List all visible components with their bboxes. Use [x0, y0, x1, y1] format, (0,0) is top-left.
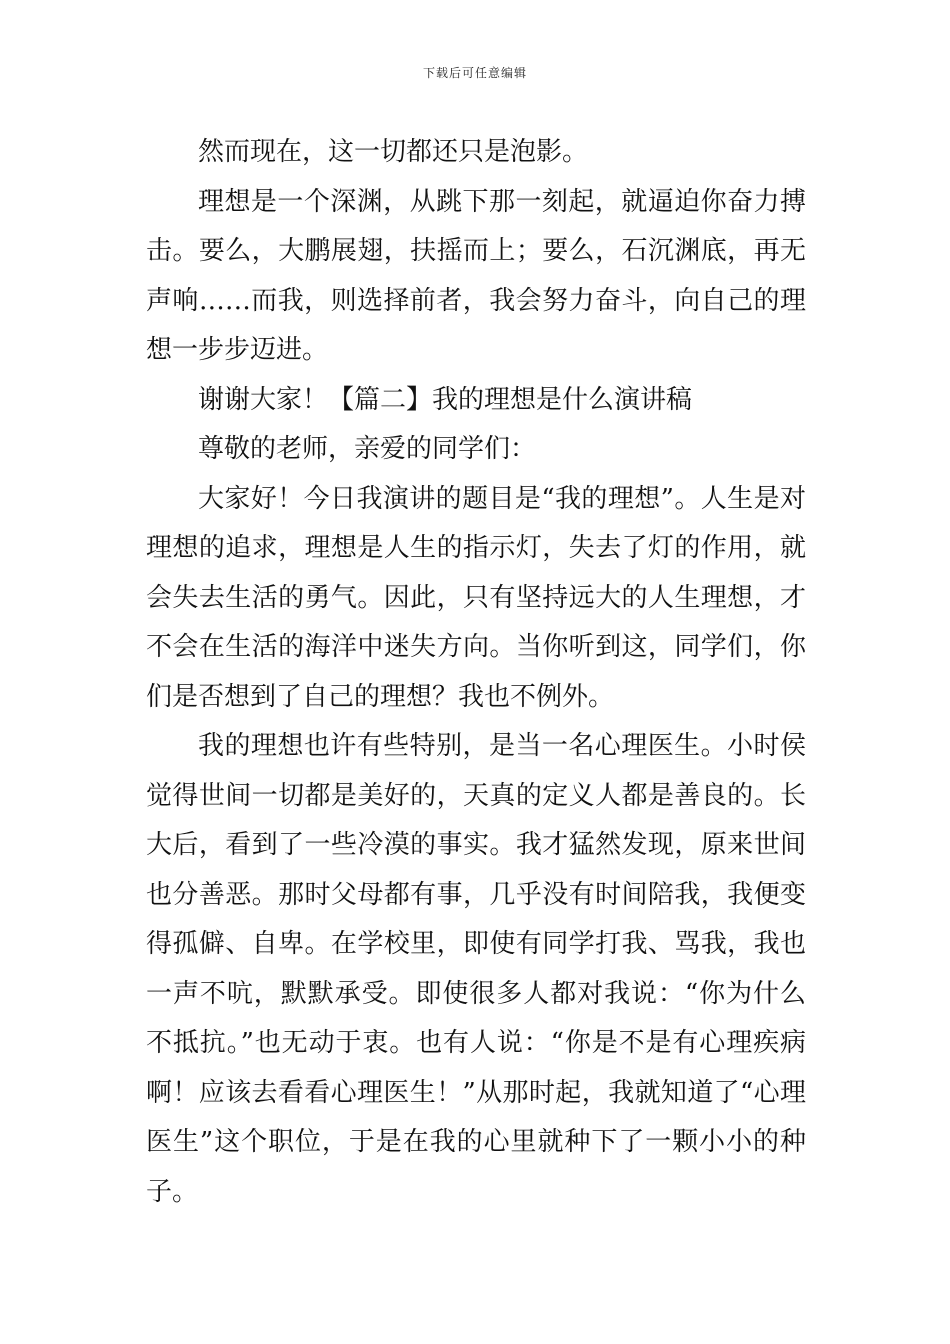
page-header: 下载后可任意编辑	[422, 66, 527, 80]
paragraph: 然而现在，这一切都还只是泡影。	[198, 137, 589, 167]
document-body	[146, 128, 806, 1217]
paragraph: 理想是一个深渊，从跳下那一刻起，就逼迫你奋力搏击。要么，大鹏展翅，扶摇而上；要么，石沉渊底，再无声响……而我，则选择前者，我会努力奋斗，向自己的理想一步步迈进。	[146, 186, 806, 365]
paragraph: 尊敬的老师，亲爱的同学们：	[198, 434, 537, 464]
paragraph: 我的理想也许有些特别，是当一名心理医生。小时侯觉得世间一切都是美好的，天真的定义人都是善良的。长大后，看到了一些冷漠的事实。我才猛然发现，原来世间也分善恶。那时父母都有事，几乎没有时间陪我，我便变得孤僻、自卑。在学校里，即使有同学打我、骂我，我也一声不吭，默默承受。即使很多人都对我说：“你为什么不抵抗。”也无动于衷。也有人说：“你是不是有心理疾病啊！应该去看看心理医生！”从那时起，我就知道了“心理医生”这个职位，于是在我的心里就种下了一颗小小的种子。	[146, 731, 806, 1207]
paragraph: 大家好！今日我演讲的题目是“我的理想”。人生是对理想的追求，理想是人生的指示灯，失去了灯的作用，就会失去生活的勇气。因此，只有坚持远大的人生理想，才不会在生活的海洋中迷失方向。当你听到这，同学们，你们是否想到了自己的理想？我也不例外。	[146, 483, 806, 712]
paragraph: 谢谢大家！【篇二】我的理想是什么演讲稿	[198, 384, 693, 415]
